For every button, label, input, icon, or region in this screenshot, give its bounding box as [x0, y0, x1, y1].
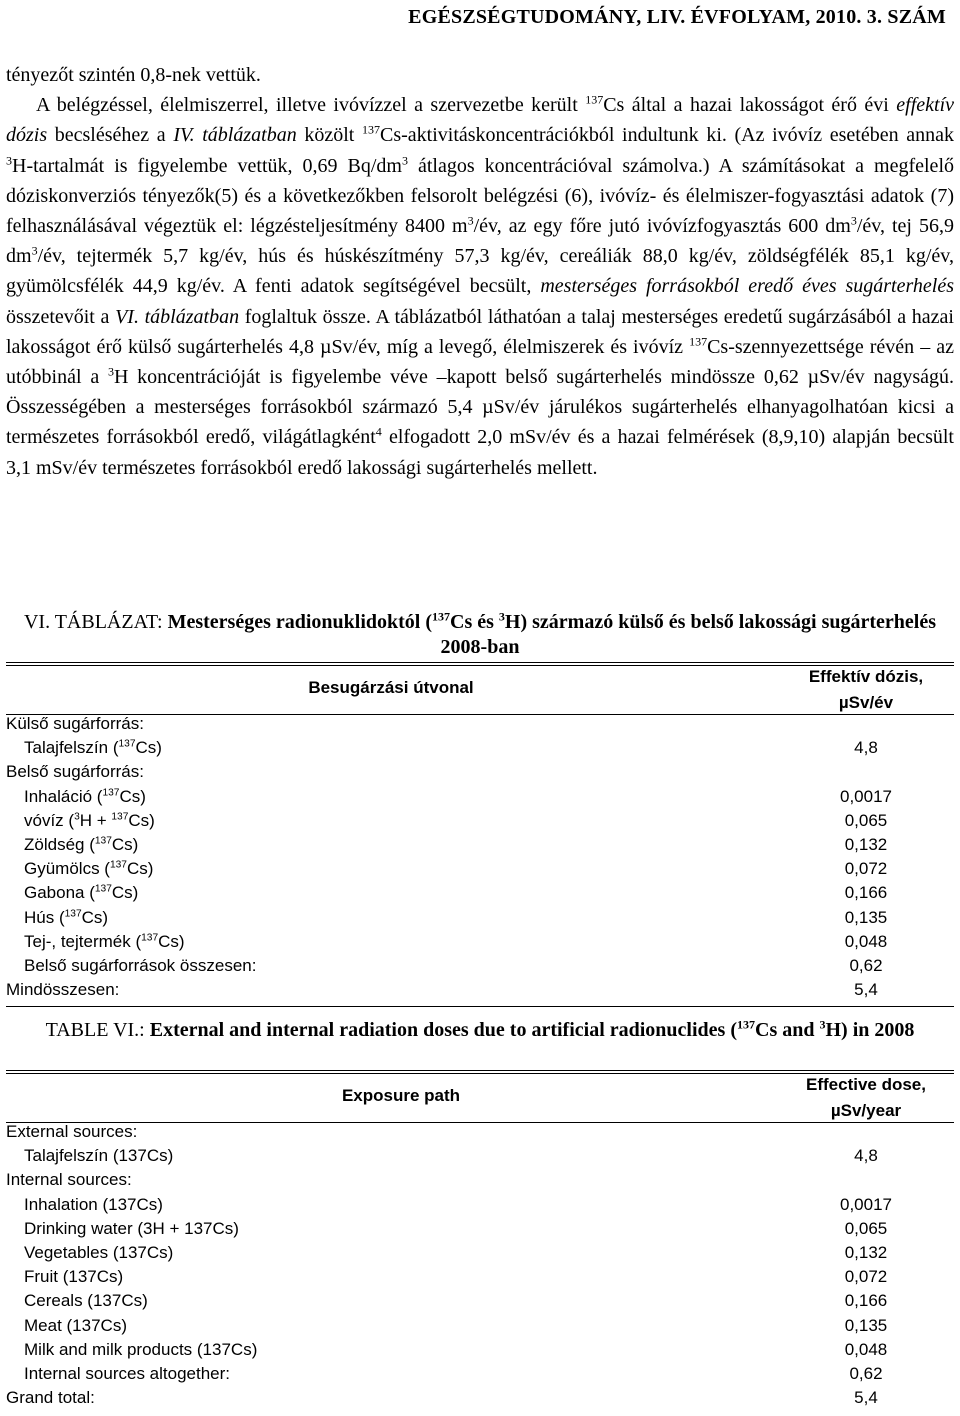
- row-label: Mindösszesen:: [6, 980, 120, 1000]
- running-header: EGÉSZSÉGTUDOMÁNY, LIV. ÉVFOLYAM, 2010. 3. SZÁM: [408, 6, 946, 28]
- row-value: 0,135: [844, 1315, 888, 1335]
- row-label: Hús ($^{137}$Cs): [24, 907, 109, 927]
- row-label: Zöldség ($^{137}$Cs): [24, 835, 139, 854]
- table-row: [6, 881, 954, 905]
- row-label: Inhaláció ($^{137}$Cs): [24, 786, 146, 806]
- row-value: 0,135: [844, 907, 888, 927]
- paragraph-2: A belégzéssel, élelmiszerrel, illetve ivóvízzel a szervezetbe került $^{137}$Cs által a hazai lakosságot érő évi effektív dózis becsléséhez a IV. táblázatban közölt $^{137}$Cs-aktivitáskoncentrációkból indultunk ki. (Az ivóvíz esetében annak $^3$H-tartalmát is figyelembe vettük, 0,69 $Bq/dm^3$ átlagos koncentrációval számolva.) A számításokat a megfelelő dóziskonverziós tényezők(5) és a következőkben felsorolt belégzési (6), ivóvíz- és élelmiszer-fogyasztási adatok (7) felhasználásával végeztük el: légzésteljesítmény 8400 $m^3/év$, az egy főre jutó ivóvízfogyasztás 600 $dm^3/év$, tej 56,9 $dm^3/év$, tejtermék 5,7 kg/év, hús és húskészítmény 57,3 kg/év, cereáliák 88,0 kg/év, zöldségfélék 85,1 kg/év, gyümölcsfélék 44,9 kg/év. A fenti adatok segítségével becsült, mesterséges forrásokból eredő éves sugárterhelés összetevőit a VI. táblázatban foglaltuk össze. A táblázatból láthatóan a talaj mesterséges eredetű sugárzásából a hazai lakosságot érő külső sugárterhelés 4,8 µSv/év, míg a levegő, élelmiszerek és ivóvíz $^{137}$Cs-szennyezettsége révén – az utóbbinál a $^3$H koncentrációját is figyelembe véve –kapott belső sugárterhelés mindössze 0,62 µSv/év nagyságú. Összességében a mesterséges forrásokból származó 5,4 µSv/év járulékos sugárterhelés elhanyagolhatóan kicsi a természetes forrásokból eredő, világátlagként$^4$ elfogadott 2,0 mSv/év és a hazai felmérések (8,9,10) alapján becsült 3,1 mSv/év természetes forrásokból eredő lakossági sugárterhelés mellett.: [6, 92, 955, 479]
- row-value: 0,072: [844, 1267, 888, 1287]
- row-value: 0,132: [844, 835, 888, 854]
- table-row: [6, 1120, 954, 1144]
- row-value: 5,4: [854, 1388, 878, 1408]
- table-top-rule: [6, 662, 954, 663]
- row-value: 0,072: [844, 859, 888, 879]
- table-row: [6, 1241, 954, 1265]
- table-row: [6, 1193, 954, 1217]
- row-label: Talajfelszín (137Cs): [24, 1146, 174, 1166]
- table-en: [6, 1070, 954, 1415]
- row-value: 4,8: [854, 738, 878, 758]
- row-label: Gabona ($^{137}$Cs): [24, 883, 139, 903]
- body-text: [6, 60, 954, 483]
- row-label: Fruit (137Cs): [24, 1267, 124, 1287]
- row-value: 0,048: [844, 1339, 888, 1359]
- paragraph-1: tényezőt szintén 0,8-nek vettük.: [6, 64, 261, 86]
- table-row: [6, 1289, 954, 1313]
- row-label: Vegetables (137Cs): [24, 1243, 174, 1262]
- row-value: 5,4: [854, 980, 878, 1000]
- table-hu-caption: VI. TÁBLÁZAT: Mesterséges radionuklidoktól ($^{137}$Cs és $^3$H) származó külső és belső lakossági sugárterhelés 2008-ban: [23, 609, 937, 658]
- row-value: 0,0017: [840, 786, 892, 806]
- row-label: Cereals (137Cs): [24, 1291, 148, 1311]
- table-row: [6, 833, 954, 857]
- table-hu: [6, 662, 954, 1007]
- table-row: [6, 978, 954, 1002]
- column-header-path: Exposure path: [341, 1086, 461, 1105]
- table-row: [6, 954, 954, 978]
- table-row: [6, 1265, 954, 1289]
- table-row: [6, 1314, 954, 1338]
- column-header-path: Besugárzási útvonal: [308, 678, 474, 697]
- table-row: [6, 736, 954, 760]
- table-row: [6, 906, 954, 930]
- row-value: 0,132: [844, 1243, 888, 1262]
- row-value: 4,8: [854, 1146, 878, 1166]
- row-label: Belső sugárforrás:: [6, 762, 144, 782]
- table-row: [6, 857, 954, 881]
- row-label: Talajfelszín ($^{137}$Cs): [24, 738, 162, 758]
- row-label: Tej-, tejtermék ($^{137}$Cs): [24, 931, 185, 951]
- row-value: 0,62: [849, 956, 883, 975]
- row-label: Inhalation (137Cs): [24, 1194, 163, 1214]
- table-row: [6, 760, 954, 784]
- table-row: [6, 785, 954, 809]
- row-label: Külső sugárforrás:: [6, 714, 144, 733]
- table-row: [6, 1168, 954, 1192]
- column-header-dose: Effective dose, µSv/year: [806, 1075, 926, 1120]
- row-value: 0,065: [844, 810, 888, 830]
- row-label: Gyümölcs ($^{137}$Cs): [24, 859, 154, 879]
- row-value: 0,065: [844, 1218, 888, 1238]
- row-label: Meat (137Cs): [24, 1315, 127, 1335]
- row-value: 0,62: [849, 1364, 883, 1383]
- table-row: [6, 1362, 954, 1386]
- row-value: 0,0017: [840, 1194, 892, 1214]
- column-header-dose: Effektív dózis, µSv/év: [808, 667, 924, 712]
- table-bottom-rule: [6, 1006, 954, 1007]
- row-label: vóvíz ($^3$H + $^{137}$Cs): [24, 810, 155, 830]
- table-row: [6, 1217, 954, 1241]
- row-label: Drinking water (3H + 137Cs): [24, 1218, 239, 1238]
- table-top-rule: [6, 1070, 954, 1071]
- row-label: External sources:: [6, 1122, 138, 1141]
- table-en-caption: TABLE VI.: External and internal radiation doses due to artificial radionuclides ($^{137}$Cs and $^3$H) in 2008: [45, 1017, 915, 1041]
- table-row: [6, 1144, 954, 1168]
- row-label: Internal sources altogether:: [24, 1364, 231, 1383]
- row-value: 0,166: [844, 1291, 888, 1311]
- table-row: [6, 712, 954, 736]
- table-row: [6, 1338, 954, 1362]
- row-value: 0,166: [844, 883, 888, 903]
- row-label: Grand total:: [6, 1388, 95, 1408]
- table-row: [6, 809, 954, 833]
- table-row: [6, 1386, 954, 1410]
- table-row: [6, 930, 954, 954]
- row-label: Internal sources:: [6, 1170, 132, 1190]
- row-value: 0,048: [844, 931, 888, 951]
- row-label: Milk and milk products (137Cs): [24, 1339, 258, 1359]
- row-label: Belső sugárforrások összesen:: [24, 956, 257, 975]
